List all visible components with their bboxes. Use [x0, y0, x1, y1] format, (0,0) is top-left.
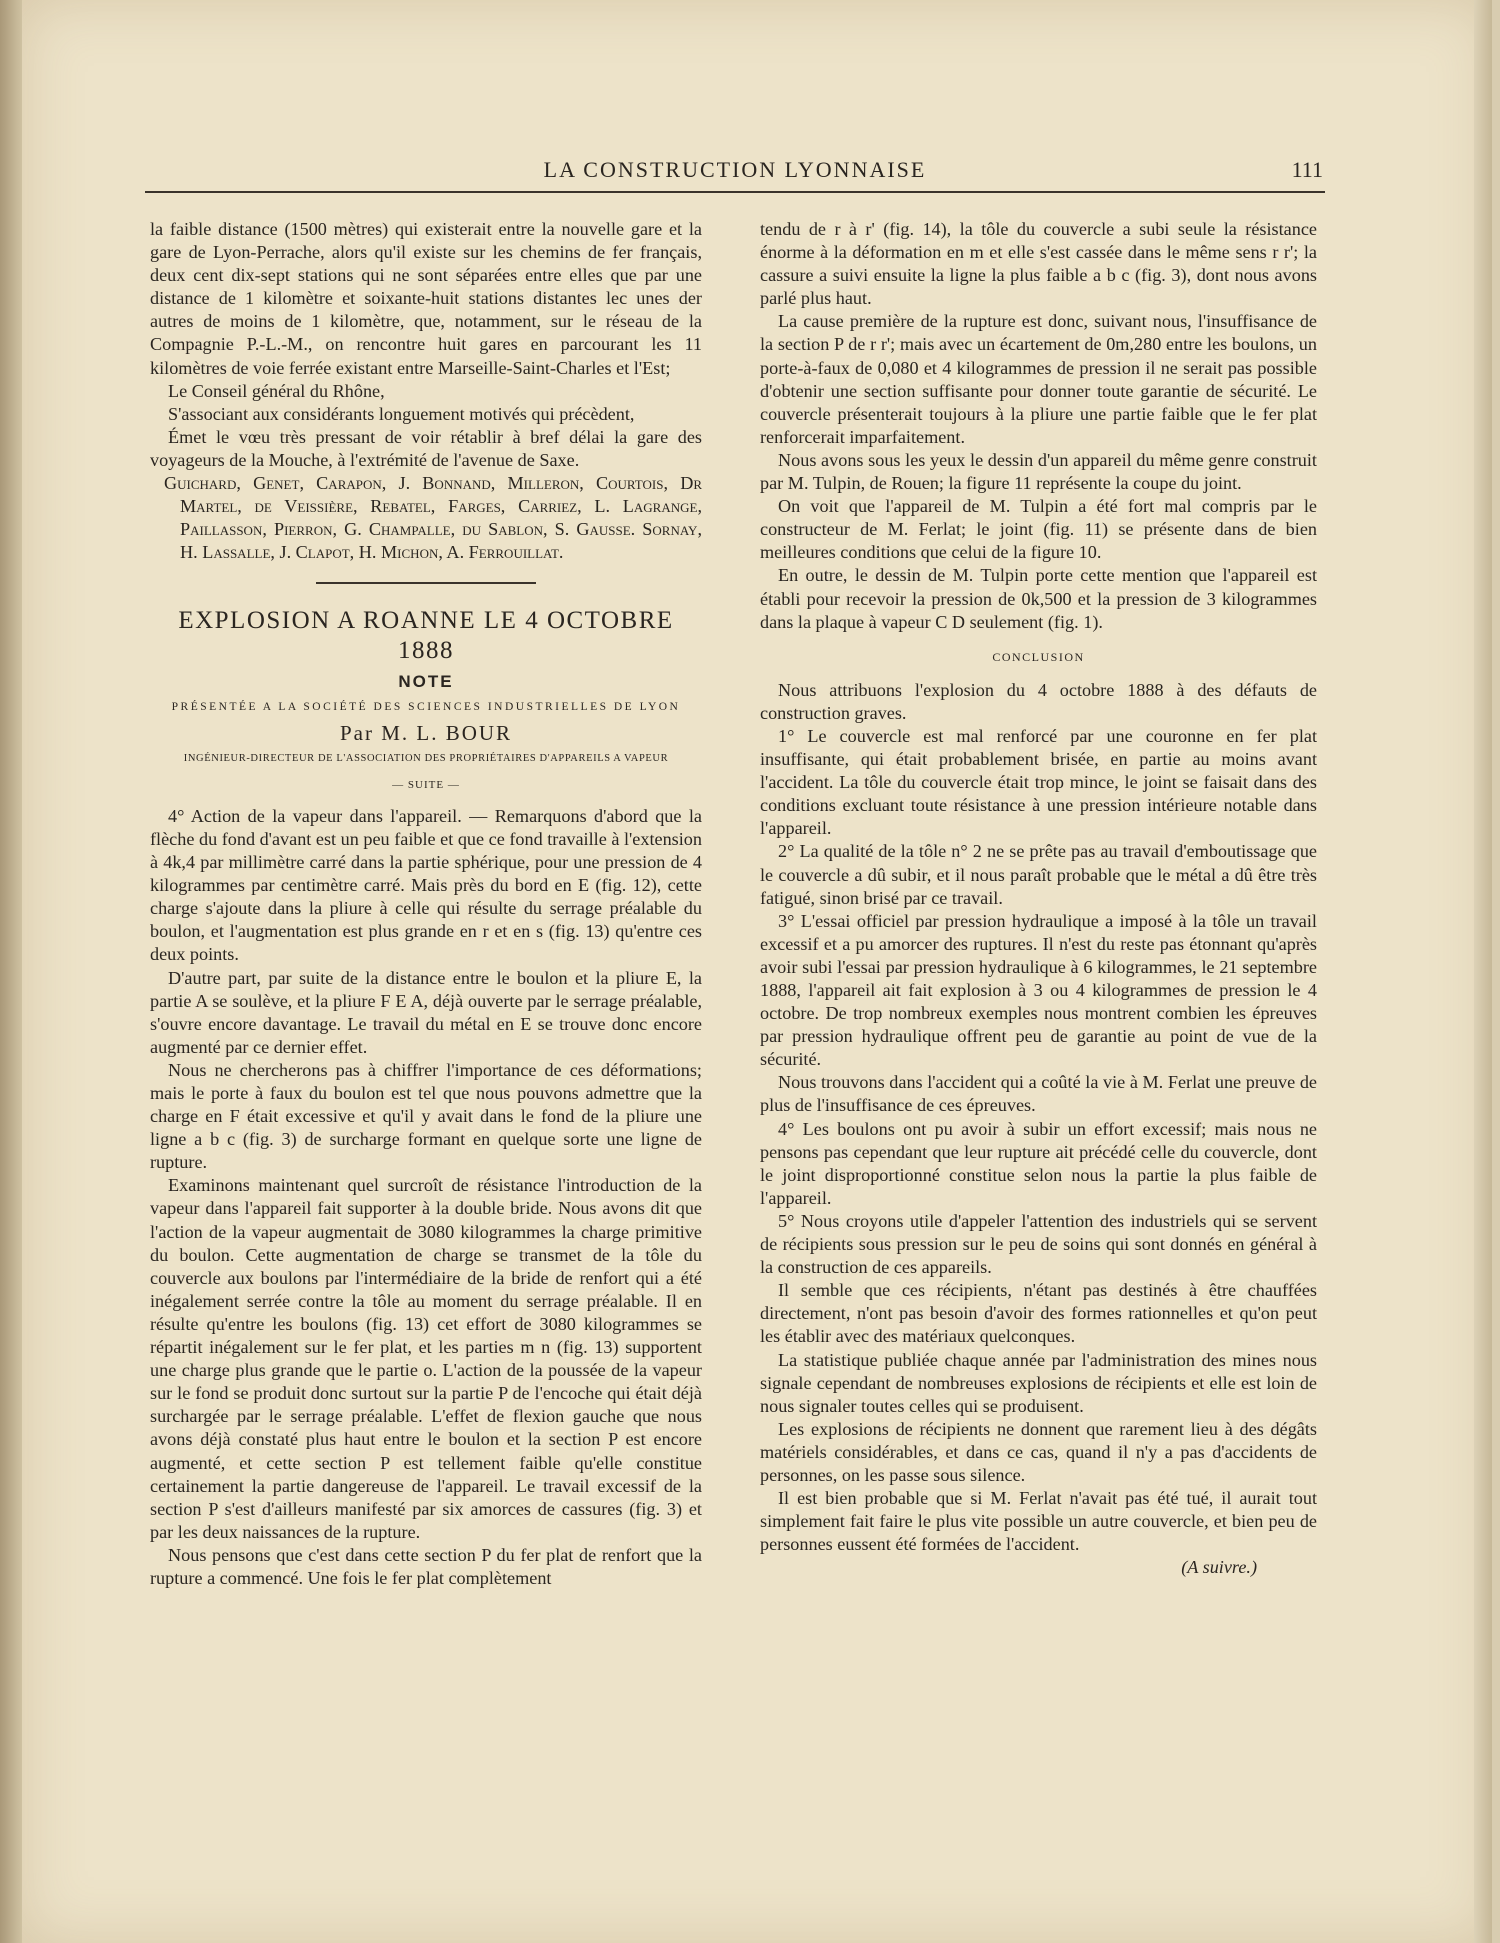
article-title: EXPLOSION A ROANNE LE 4 OCTOBRE 1888	[178, 607, 674, 665]
paragraph: On voit que l'appareil de M. Tulpin a été fort mal compris par le constructeur de M. Ferlat; le joint (fig. 11) se présente dans de bien meilleures conditions que celui de la figure 10.	[760, 496, 1317, 563]
paragraph: Le Conseil général du Rhône,	[168, 380, 385, 401]
paragraph: Nous trouvons dans l'accident qui a coûté la vie à M. Ferlat une preuve de plus de l'insuffisance de ces épreuves.	[760, 1072, 1317, 1116]
paragraph: Les explosions de récipients ne donnent que rarement lieu à des dégâts matériels considérables, et dans ce cas, quand il n'y a pas d'accidents de personnes, on les passe sous silence.	[760, 1418, 1317, 1485]
paragraph: 5° Nous croyons utile d'appeler l'attention des industriels qui se servent de récipients sous pression sur le peu de soins qui sont donnés en général à la construction de ces appareils.	[760, 1210, 1317, 1278]
paragraph: La statistique publiée chaque année par l'administration des mines nous signale cependant de nombreuses explosions de récipients et elle est loin de nous signaler toutes celles qui se produisent.	[760, 1349, 1317, 1416]
author-role: INGÉNIEUR-DIRECTEUR DE L'ASSOCIATION DES PROPRIÉTAIRES D'APPAREILS A VAPEUR	[183, 752, 669, 764]
presented-line: PRÉSENTÉE A LA SOCIÉTÉ DES SCIENCES INDUSTRIELLES DE LYON	[171, 700, 681, 713]
paragraph: Nous pensons que c'est dans cette section P du fer plat de renfort que la rupture a commencé. Une fois le fer plat complètement	[150, 1544, 702, 1588]
conclusion-heading: CONCLUSION	[992, 649, 1085, 664]
paragraph: 3° L'essai officiel par pression hydraulique a imposé à la tôle un travail excessif et a pu amorcer des ruptures. Il n'est du reste pas étonnant qu'après avoir subi l'essai par pression hydraulique à 6 kilogrammes, le 21 septembre 1888, l'appareil ait fait explosion à 3 ou 4 kilogrammes de pression le 4 octobre. De trop nombreux exemples nous montrent combien les épreuves par pression hydraulique offrent peu de garantie au point de vue de la sécurité.	[760, 910, 1317, 1070]
paragraph: 1° Le couvercle est mal renforcé par une couronne en fer plat insuffisante, qui était probablement brisée, en partie au moins avant l'accident. La tôle du couvercle était trop mince, le joint se faisait dans des conditions excluant toute résistance à une pression intérieure notable dans l'appareil.	[760, 725, 1317, 839]
paragraph: Il semble que ces récipients, n'étant pas destinés à être chauffées directement, n'ont pas besoin d'avoir des formes rationnelles et qu'on peut les établir avec des matériaux quelconques.	[760, 1280, 1317, 1347]
paragraph: tendu de r à r' (fig. 14), la tôle du couvercle a subi seule la résistance énorme à la déformation en m et elle s'est cassée dans le même sens r r'; la cassure a suivi ensuite la ligne la plus faible a b c (fig. 3), dont nous avons parlé plus haut.	[760, 219, 1317, 309]
page-edge-right	[1474, 0, 1492, 1943]
suite-label: — SUITE —	[392, 778, 460, 791]
paragraph: 4° Les boulons ont pu avoir à subir un effort excessif; mais nous ne pensons pas cependant que leur rupture ait précédé celle du couvercle, dont le joint disproportionné constitue selon nous la partie la plus faible de l'appareil.	[760, 1118, 1317, 1208]
page-number: 111	[1291, 157, 1323, 182]
paragraph: Nous attribuons l'explosion du 4 octobre 1888 à des défauts de construction graves.	[760, 679, 1317, 723]
paragraph: 2° La qualité de la tôle n° 2 ne se prête pas au travail d'emboutissage que le couvercle a dû subir, et il nous paraît probable que le métal a dû être très fatigué, sinon brisé par ce travail.	[760, 841, 1317, 908]
paragraph: D'autre part, par suite de la distance entre le boulon et la pliure E, la partie A se soulève, et la pliure F E A, déjà ouverte par le serrage préalable, s'ouvre encore davantage. Le travail du métal en E se trouve donc encore augmenté par ce dernier effet.	[150, 967, 702, 1057]
paragraph: 4° Action de la vapeur dans l'appareil. — Remarquons d'abord que la flèche du fond d'avant est un peu faible et que ce fond travaille à l'extension à 4k,4 par millimètre carré dans la partie sphérique, pour une pression de 4 kilogrammes par centimètre carré. Mais près du bord en E (fig. 12), cette charge s'ajoute dans la pliure à celle qui résulte du serrage préalable du boulon, et l'augmentation est plus grande en r et en s (fig. 13) qu'entre ces deux points.	[150, 805, 702, 965]
right-column	[760, 218, 1317, 1579]
paragraph: Examinons maintenant quel surcroît de résistance l'introduction de la vapeur dans l'appareil fait supporter à la double bride. Nous avons dit que l'action de la vapeur augmentait de 3080 kilogrammes la charge primitive du boulon. Cette augmentation de charge se transmet de la tôle du couvercle aux boulons par l'intermédiaire de la bride de renfort qui a été inégalement serrée contre la tôle au moment du serrage préalable. Il en résulte qu'entre les boulons (fig. 13) cet effort de 3080 kilogrammes se répartit inégalement sur le fer plat, et les parties m n (fig. 13) supportent une charge plus grande que le partie o. L'action de la poussée de la vapeur sur le fond se produit donc surtout sur la partie P de l'encoche qui était déjà surchargée par le serrage préalable. L'effet de flexion gauche que nous avons déjà constaté plus haut entre le boulon et la section P est encore augmenté, et cette section P est tellement faible qu'elle constitue certainement la partie dangereuse de l'appareil. Le travail excessif de la section P s'est d'ailleurs manifesté par six amorces de cassures (fig. 3) et par les deux naissances de la rupture.	[150, 1175, 702, 1542]
paragraph: Nous ne chercherons pas à chiffrer l'importance de ces déformations; mais le porte à faux du boulon est tel que nous pouvons admettre que la charge en F était excessive et qu'il y avait dans le fond de la pliure une ligne a b c (fig. 3) de surcharge formant en quelque sorte une ligne de rupture.	[150, 1059, 702, 1173]
paragraph: Émet le vœu très pressant de voir rétablir à bref délai la gare des voyageurs de la Mouche, à l'extrémité de l'avenue de Saxe.	[150, 426, 702, 470]
left-column	[150, 218, 702, 1590]
paragraph: En outre, le dessin de M. Tulpin porte cette mention que l'appareil est établi pour recevoir la pression de 0k,500 et la pression de 3 kilogrammes dans la plaque à vapeur C D seulement (fig. 1).	[760, 565, 1317, 632]
author-line: Par M. L. BOUR	[339, 720, 513, 745]
paragraph: S'associant aux considérants longuement motivés qui précèdent,	[168, 403, 635, 424]
paragraph: la faible distance (1500 mètres) qui existerait entre la nouvelle gare et la gare de Lyon-Perrache, alors qu'il existe sur les chemins de fer français, deux cent dix-sept stations qui ne sont séparées entre elles que par une distance de 1 kilomètre et soixante-huit stations distantes lec unes der autres de moins de 1 kilomètre, que, notamment, sur le réseau de la Compagnie P.-L.-M., on rencontre huit gares en parcourant les 11 kilomètres de voie ferrée existant entre Marseille-Saint-Charles et l'Est;	[150, 219, 702, 378]
journal-title: LA CONSTRUCTION LYONNAISE	[543, 157, 927, 182]
running-header	[145, 155, 1325, 193]
paragraph: Il est bien probable que si M. Ferlat n'avait pas été tué, il aurait tout simplement fait faire le plus vite possible un autre couvercle, et bien peu de personnes eussent été formées de l'accident.	[760, 1488, 1317, 1555]
to-be-continued: (A suivre.)	[1181, 1557, 1257, 1578]
note-label: NOTE	[398, 672, 454, 692]
section-divider	[316, 582, 536, 584]
paragraph: La cause première de la rupture est donc, suivant nous, l'insuffisance de la section P de r r'; mais avec un écartement de 0m,280 entre les boulons, un porte-à-faux de 0,080 et 4 kilogrammes de pression il ne serait pas possible d'obtenir une section suffisante pour donner toute garantie de sécurité. Le couvercle présenterait toujours à la pliure une partie faible que le fer plat renforcerait imparfaitement.	[760, 311, 1317, 447]
paragraph: Nous avons sous les yeux le dessin d'un appareil du même genre construit par M. Tulpin, de Rouen; la figure 11 représente la coupe du joint.	[760, 449, 1317, 494]
signatories-list: Guichard, Genet, Carapon, J. Bonnand, Milleron, Courtois, Dr Martel, de Veissière, Rebatel, Farges, Carriez, L. Lagrange, Paillasson, Pierron, G. Champalle, du Sablon, S. Gausse. Sornay, H. Lassalle, J. Clapot, H. Michon, A. Ferrouillat.	[164, 473, 702, 563]
page-gutter-left	[0, 0, 22, 1943]
